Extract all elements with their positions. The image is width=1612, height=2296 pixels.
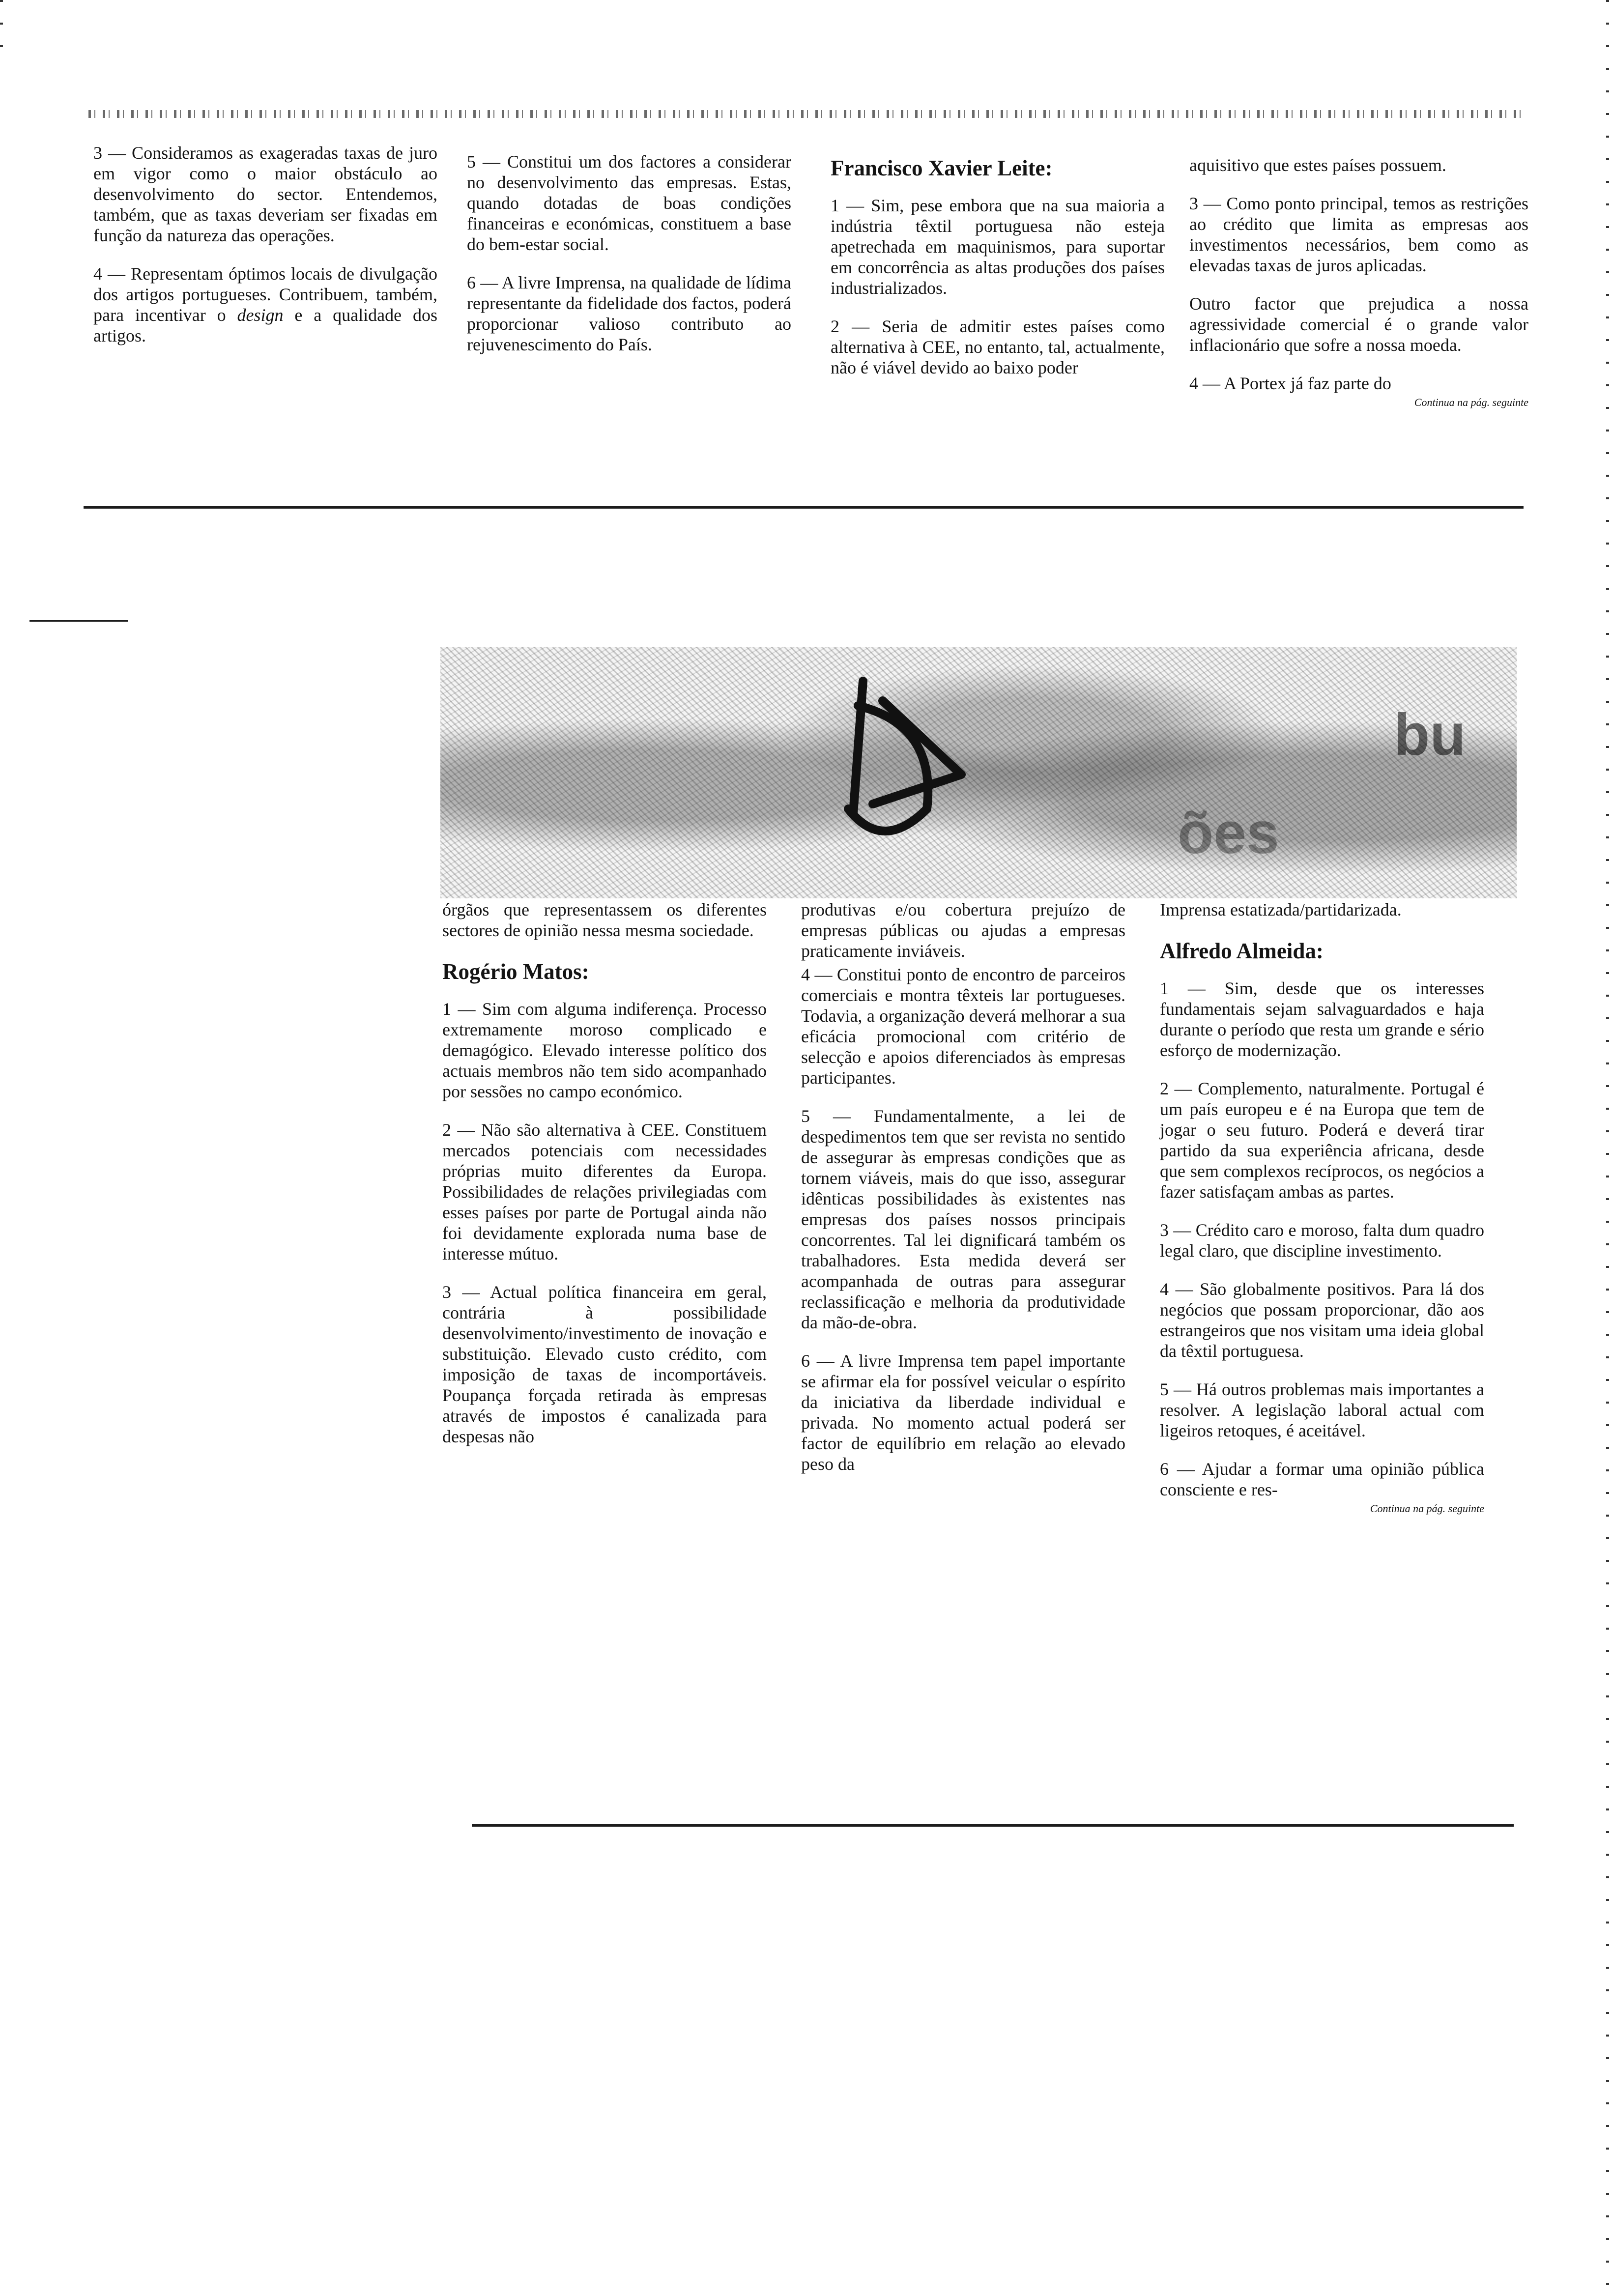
bottom-col2-paragraph-6: 6 — A livre Imprensa tem papel importante se afirmar ela for possível veicular o espírito da iniciativa da liberdade individual e privada. No momento actual poderá ser factor de equilíbrio em relação ao elevado peso da [801, 1351, 1125, 1474]
bottom-col3-author-heading: Alfredo Almeida: [1160, 939, 1324, 963]
top-column-2 [467, 151, 791, 373]
bottom-column-3 [1160, 899, 1484, 1516]
banner-ghost-lettering: bu [1394, 702, 1466, 768]
top-col1-paragraph-3: 3 — Consideramos as exageradas taxas de juro em vigor como o maior obstáculo ao desenvolvimento do sector. Entendemos, também, que as taxas deveriam ser fixadas em função da natureza das operações. [93, 143, 437, 245]
banner-ghost-lettering-2: ões [1178, 800, 1279, 866]
top-col3-paragraph-1: 1 — Sim, pese embora que na sua maioria a indústria têxtil portuguesa não esteja apetrechada em maquinismos, para suportar em concorrência as altas produções dos países industrializados. [831, 196, 1165, 298]
bottom-col3-paragraph-0: Imprensa estatizada/partidarizada. [1160, 900, 1402, 919]
top-continued-note: Continua na pág. seguinte [1414, 396, 1528, 408]
top-col4-paragraph-3: 3 — Como ponto principal, temos as restrições ao crédito que limita as empresas aos investimentos necessários, bem como as elevadas taxas de juros aplicadas. [1189, 194, 1528, 275]
bottom-col3-paragraph-4: 4 — São globalmente positivos. Para lá dos negócios que possam proporcionar, dão aos estrangeiros que nos visitam uma ideia global da têxtil portuguesa. [1160, 1279, 1484, 1361]
top-col4-paragraph-4: 4 — A Portex já faz parte do [1189, 373, 1391, 393]
bottom-col1-paragraph-2: 2 — Não são alternativa à CEE. Constituem mercados potenciais com necessidades próprias muito diferentes da Europa. Possibilidades de relações privilegiadas com esses países por parte de Portugal ainda não foi devidamente explorada numa base de interesse mútuo. [442, 1120, 767, 1263]
top-col4-paragraph-3b: Outro factor que prejudica a nossa agressividade comercial é o grande valor inflacionário que sofre a nossa moeda. [1189, 294, 1528, 355]
bottom-col2-paragraph-5: 5 — Fundamentalmente, a lei de despedimentos tem que ser revista no sentido de assegurar às empresas condições que as tornem viáveis, mais do que isso, assegurar idênticas possibilidades às existentes nas empresas dos países nossos principais concorrentes. Tal lei dignificará também os trabalhadores. Esta medida deverá ser acompanhada de outras para assegurar reclassificação e melhoria da produtividade da mão-de-obra. [801, 1106, 1125, 1332]
bottom-col3-paragraph-6: 6 — Ajudar a formar uma opinião pública consciente e res- [1160, 1459, 1484, 1499]
top-bottom-rule [84, 506, 1524, 509]
bottom-col1-author-heading: Rogério Matos: [442, 959, 589, 984]
stray-scan-mark [29, 620, 128, 622]
bottom-col3-paragraph-5: 5 — Há outros problemas mais importantes a resolver. A legislação laboral actual com ligeiros retoques, é aceitável. [1160, 1379, 1484, 1440]
top-clipping [79, 108, 1528, 526]
top-col3-paragraph-2: 2 — Seria de admitir estes países como alternativa à CEE, no entanto, tal, actualmente, não é viável devido ao baixo poder [831, 316, 1165, 377]
bottom-column-1 [442, 899, 767, 1464]
halftone-banner-image [440, 647, 1517, 898]
bottom-clipping [432, 899, 1514, 1833]
top-col3-author-heading: Francisco Xavier Leite: [831, 156, 1053, 180]
bottom-col3-paragraph-2: 2 — Complemento, naturalmente. Portugal é um país europeu e é na Europa que tem de jogar o seu futuro. Poderá e deverá tirar partido da sua experiência africana, desde que sem complexos recíprocos, os negócios a fazer satisfaçam ambas as partes. [1160, 1079, 1484, 1202]
top-column-3 [831, 155, 1165, 396]
bottom-col1-paragraph-3: 3 — Actual política financeira em geral, contrária à possibilidade desenvolvimento/investimento de inovação e substituição. Elevado custo crédito, com imposição de taxas de incomportáveis. Poupança forçada retirada às empresas através de impostos é canalizada para despesas não [442, 1282, 767, 1446]
bottom-col1-paragraph-1: 1 — Sim com alguma indiferença. Processo extremamente moroso complicado e demagógico. Elevado interesse político dos actuais membros não tem sido acompanhado por sessões no campo económico. [442, 999, 767, 1101]
bottom-col3-paragraph-1: 1 — Sim, desde que os interesses fundamentais sejam salvaguardados e haja durante o período que resta um grande e sério esforço de modernização. [1160, 978, 1484, 1060]
bottom-col2-paragraph-4: 4 — Constitui ponto de encontro de parceiros comerciais e montra têxteis lar portugueses. Todavia, a organização deverá melhorar a sua eficácia promocional com critério de selecção e apoios diferenciados às empresas participantes. [801, 965, 1125, 1088]
handwritten-signature-mark [440, 647, 1517, 898]
bottom-continued-note: Continua na pág. seguinte [1370, 1502, 1484, 1515]
scan-edge-marks-left [0, 0, 3, 59]
bottom-col1-paragraph-0: órgãos que representassem os diferentes sectores de opinião nessa mesma sociedade. [442, 900, 767, 940]
bottom-col3-paragraph-3: 3 — Crédito caro e moroso, falta dum quadro legal claro, que discipline investimento. [1160, 1220, 1484, 1261]
bottom-rule [472, 1824, 1514, 1827]
top-column-4 [1189, 155, 1528, 409]
top-col1-paragraph-4: 4 — Representam óptimos locais de divulgação dos artigos portugueses. Contribuem, também, para incentivar o design e a qualidade dos artigos. [93, 264, 438, 345]
bottom-column-2 [801, 899, 1125, 1492]
top-torn-edge [88, 110, 1524, 118]
bottom-col2-paragraph-0: produtivas e/ou cobertura prejuízo de empresas públicas ou ajudas a empresas praticamente inviáveis. [801, 900, 1125, 961]
top-col2-paragraph-6: 6 — A livre Imprensa, na qualidade de lídima representante da fidelidade dos factos, poderá proporcionar valioso contributo ao rejuvenescimento do País. [467, 273, 791, 354]
top-column-1 [93, 143, 437, 364]
top-col2-paragraph-5: 5 — Constitui um dos factores a considerar no desenvolvimento das empresas. Estas, quando dotadas de boas condições financeiras e económicas, constituem a base do bem-estar social. [467, 152, 791, 254]
top-col4-paragraph-0: aquisitivo que estes países possuem. [1189, 155, 1446, 175]
scan-edge-marks [1606, 0, 1609, 2296]
